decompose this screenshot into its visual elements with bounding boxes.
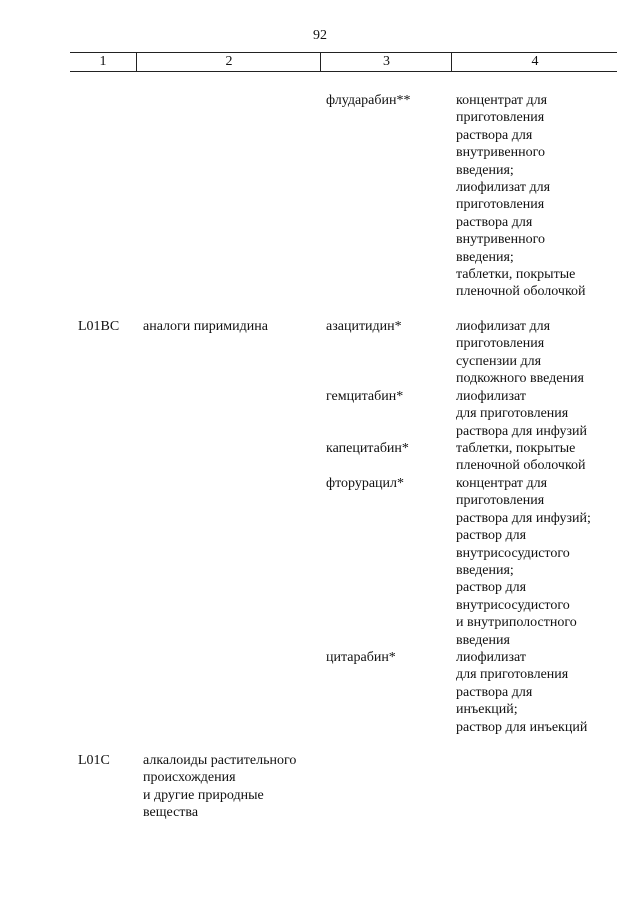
header-col-2: 2 [136, 53, 321, 71]
dosage-forms: лиофилизат для приготовления суспензии для подкожного введения [456, 319, 584, 387]
drug-name: гемцитабин* [326, 389, 404, 404]
group-name: аналоги пиримидина [143, 319, 268, 334]
header-col-3: 3 [320, 53, 452, 71]
dosage-forms: лиофилизат для приготовления раствора для инфузий [456, 389, 588, 439]
table-header [70, 52, 617, 72]
drug-name: азацитидин* [326, 319, 402, 334]
dosage-forms: лиофилизат для приготовления раствора для инъекций; раствор для инъекций [456, 650, 588, 735]
header-col-4: 4 [451, 53, 618, 71]
drug-name: флударабин** [326, 93, 411, 108]
page-number: 92 [313, 28, 327, 43]
dosage-forms: концентрат для приготовления раствора для внутривенного введения; лиофилизат для приготовления раствора для внутривенного введения; таблетки, покрытые пленочной оболочкой [456, 93, 586, 300]
header-col-1: 1 [99, 54, 107, 69]
drug-name: капецитабин* [326, 441, 409, 456]
drug-name: цитарабин* [326, 650, 396, 665]
atc-code: L01C [78, 753, 110, 768]
group-name: алкалоиды растительного происхождения и другие природные вещества [143, 753, 297, 821]
dosage-forms: таблетки, покрытые пленочной оболочкой [456, 441, 586, 474]
dosage-forms: концентрат для приготовления раствора для инфузий; раствор для внутрисосудистого введения; раствор для внутрисосудистого и внутриполостного введения [456, 476, 591, 648]
atc-code: L01BC [78, 319, 120, 334]
drug-name: фторурацил* [326, 476, 405, 491]
